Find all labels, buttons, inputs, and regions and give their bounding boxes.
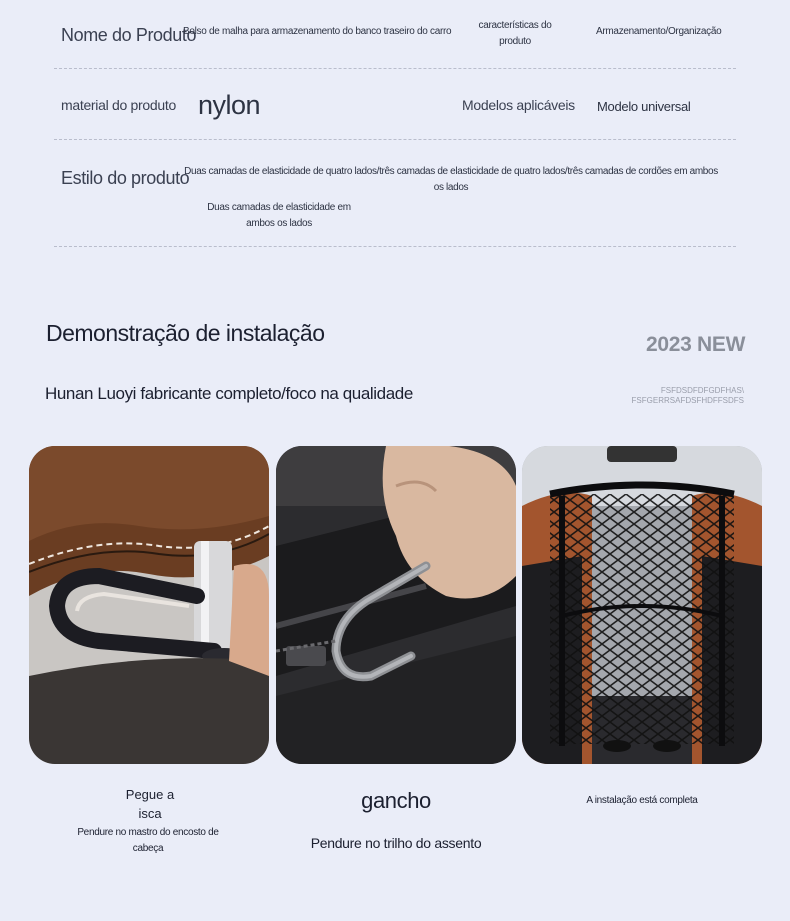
product-features-value: Armazenamento/Organização xyxy=(596,26,722,37)
step-1-title: Pegue a isca xyxy=(125,787,175,821)
material-label: material do produto xyxy=(61,97,176,113)
headrest-hook-photo xyxy=(29,446,269,764)
installed-net-photo xyxy=(522,446,762,764)
seat-rail-hook-photo xyxy=(276,446,516,764)
product-name-label: Nome do Produto xyxy=(61,25,197,45)
product-style-extra: Duas camadas de elasticidade em ambos os lados xyxy=(207,202,351,229)
step-1-desc: Pendure no mastro do encosto de cabeça xyxy=(77,827,219,854)
row-divider xyxy=(54,68,736,69)
product-name-value: Bolso de malha para armazenamento do banco traseiro do carro xyxy=(183,26,452,37)
code-line-2: FSFGERRSAFDSFHDFFSDFS xyxy=(631,396,744,405)
product-features-label: características do produto xyxy=(478,20,552,47)
code-line-1: FSFDSDFDFGDFHAS\ xyxy=(660,386,744,395)
product-style-label: Estilo do produto xyxy=(61,168,190,188)
material-value: nylon xyxy=(198,90,261,120)
new-badge: 2023 NEW xyxy=(646,333,746,356)
step-2-desc: Pendure no trilho do assento xyxy=(310,835,482,851)
step-2-title: gancho xyxy=(361,788,431,813)
row-divider xyxy=(54,246,736,247)
section-subtitle: Hunan Luoyi fabricante completo/foco na qualidade xyxy=(45,384,413,403)
applicable-models-value: Modelo universal xyxy=(597,99,691,114)
applicable-models-label: Modelos aplicáveis xyxy=(462,97,575,113)
row-divider xyxy=(54,139,736,140)
section-title: Demonstração de instalação xyxy=(46,320,325,346)
product-style-value: Duas camadas de elasticidade de quatro lados/três camadas de elasticidade de quatro lados/três camadas de cordões em ambos os lados xyxy=(184,166,718,193)
step-3-title: A instalação está completa xyxy=(586,795,698,806)
